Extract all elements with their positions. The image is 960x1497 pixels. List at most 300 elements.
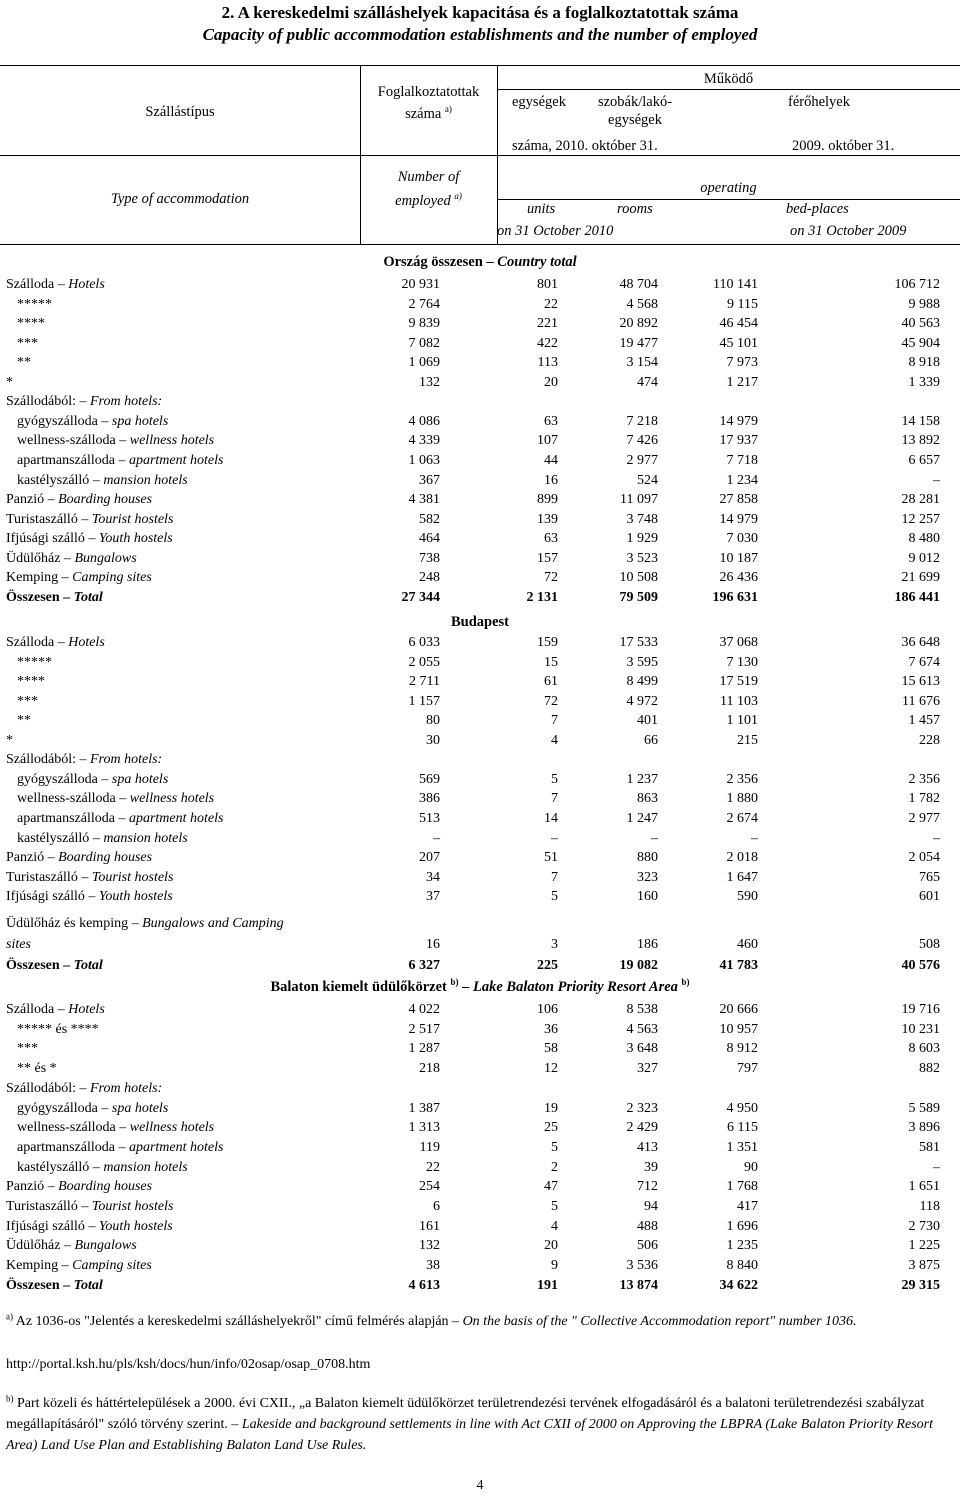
- cell-col-3: 48 704: [619, 277, 658, 292]
- cell-col-4: 1 234: [726, 472, 758, 488]
- cell-col-4: 34 622: [719, 1277, 758, 1293]
- table-row: [0, 1059, 960, 1078]
- table-row: [0, 789, 960, 808]
- row-label: [17, 412, 168, 431]
- cell-col-3: 2 429: [626, 1120, 658, 1136]
- header-type-en: Type of accommodation: [110, 191, 250, 207]
- row-label: [17, 1138, 223, 1157]
- row-label: [6, 490, 152, 509]
- row-label-en: Bungalows: [74, 550, 137, 566]
- cell-col-3: 3 748: [626, 511, 658, 527]
- row-label: [17, 295, 52, 314]
- cell-col-1: 1 157: [408, 693, 440, 709]
- cell-col-5: 3 875: [908, 1258, 940, 1274]
- row-label-en: Youth hostels: [98, 1218, 173, 1234]
- row-label-en: Tourist hostels: [91, 1199, 174, 1214]
- cell-col-1: 569: [419, 771, 440, 787]
- row-label-en: sites: [6, 937, 31, 952]
- cell-col-1: 27 344: [401, 589, 440, 605]
- row-label: [17, 809, 223, 828]
- row-label: [17, 334, 38, 353]
- cell-col-2: 899: [537, 492, 558, 508]
- row-label-hu: wellness-szálloda –: [17, 791, 127, 807]
- cell-col-3: 712: [637, 1179, 658, 1195]
- table-row: [0, 1256, 960, 1275]
- row-label-hu: Szállodából: –: [6, 394, 87, 410]
- cell-col-5: 8 918: [908, 355, 940, 371]
- table-row: [0, 809, 960, 828]
- cell-col-2: –: [551, 830, 558, 846]
- header-employed-en: Number of employed $^{a)}$: [395, 169, 462, 209]
- cell-col-5: 7 674: [908, 654, 940, 670]
- cell-col-3: 3 523: [626, 550, 658, 566]
- row-label-en: Boarding houses: [58, 1179, 153, 1195]
- table-row: [0, 412, 960, 431]
- cell-col-4: 6 115: [727, 1120, 758, 1136]
- row-label: [17, 1039, 38, 1058]
- table-row: [0, 692, 960, 711]
- table-row: [0, 353, 960, 372]
- table-row: [0, 770, 960, 789]
- cell-col-4: 7 718: [726, 452, 758, 468]
- cell-col-4: 460: [737, 937, 758, 952]
- cell-col-2: 14: [544, 810, 558, 826]
- header-date-2010-en: on 31 October 2010: [497, 223, 614, 239]
- cell-col-4: 10 957: [719, 1021, 758, 1037]
- row-label: [17, 471, 188, 490]
- cell-col-4: 1 647: [726, 869, 758, 885]
- cell-col-4: 1 351: [726, 1139, 758, 1155]
- table-row: [0, 653, 960, 672]
- row-label: [17, 1020, 99, 1039]
- cell-col-2: 225: [537, 958, 558, 973]
- row-label-en: Total: [73, 589, 103, 605]
- row-label: [6, 1079, 162, 1098]
- cell-col-5: 601: [919, 889, 940, 905]
- row-label-hu: ***** és ****: [17, 1021, 99, 1037]
- row-label-en: Tourist hostels: [91, 869, 174, 885]
- cell-col-3: 8 499: [626, 674, 658, 690]
- cell-col-3: 880: [637, 850, 658, 866]
- row-label-hu: ***: [17, 1041, 38, 1057]
- row-label: [6, 956, 103, 975]
- cell-col-2: 51: [544, 850, 558, 866]
- cell-col-2: 7: [551, 869, 558, 885]
- row-label-en: mansion hotels: [103, 1159, 188, 1175]
- header-rooms: rooms: [617, 201, 653, 217]
- row-label: [17, 711, 31, 730]
- row-label-hu: Panzió –: [6, 492, 55, 508]
- row-label-en: wellness hotels: [129, 433, 215, 449]
- row-label: [6, 731, 13, 750]
- cell-col-5: 508: [919, 937, 940, 952]
- header-operating: operating: [700, 180, 757, 196]
- row-label-hu: Szálloda –: [6, 1002, 65, 1017]
- cell-col-5: 9 012: [908, 550, 940, 566]
- cell-col-4: 2 356: [726, 771, 758, 787]
- cell-col-1: 37: [426, 889, 440, 905]
- row-label-hu: gyógyszálloda –: [17, 1100, 109, 1116]
- row-label: [6, 275, 105, 294]
- row-label: [17, 451, 223, 470]
- row-label: [6, 568, 152, 587]
- row-label-hu: Turistaszálló –: [6, 869, 89, 885]
- cell-col-5: 2 356: [908, 771, 940, 787]
- cell-col-2: 107: [537, 433, 558, 449]
- cell-col-4: 90: [744, 1159, 758, 1175]
- cell-col-2: 157: [537, 550, 558, 566]
- row-label-hu: ** és *: [17, 1061, 57, 1077]
- cell-col-2: 191: [537, 1277, 558, 1293]
- row-label: [17, 789, 214, 808]
- row-label-hu: *: [6, 374, 13, 390]
- page-title-hu: 2. A kereskedelmi szálláshelyek kapacitása és a foglalkoztatottak száma: [221, 3, 739, 22]
- cell-col-2: 221: [537, 316, 558, 332]
- row-label-hu: Turistaszálló –: [6, 1199, 89, 1214]
- cell-col-4: 797: [737, 1061, 758, 1077]
- cell-col-4: 196 631: [712, 589, 758, 605]
- cell-col-5: 45 904: [901, 335, 940, 351]
- row-label: [6, 935, 31, 954]
- row-label-en: apartment hotels: [128, 1139, 224, 1155]
- row-label-en: Camping sites: [72, 570, 152, 586]
- row-label: [17, 1158, 188, 1177]
- row-label-hu: ***: [17, 335, 38, 351]
- cell-col-5: 13 892: [901, 433, 940, 449]
- row-label-en: mansion hotels: [103, 830, 188, 846]
- cell-col-2: 15: [544, 654, 558, 670]
- cell-col-3: 94: [644, 1199, 658, 1214]
- row-label-en: Boarding houses: [58, 492, 153, 508]
- cell-col-5: 882: [919, 1061, 940, 1077]
- cell-col-1: 2 517: [408, 1021, 440, 1037]
- cell-col-5: 15 613: [901, 674, 940, 690]
- cell-col-3: 4 563: [626, 1021, 658, 1037]
- cell-col-3: 7 218: [626, 413, 658, 429]
- cell-col-2: 61: [544, 674, 558, 690]
- row-label: [17, 353, 31, 372]
- cell-col-2: 4: [551, 732, 558, 748]
- cell-col-3: 20 892: [619, 316, 658, 332]
- row-label-en: spa hotels: [111, 1100, 169, 1116]
- cell-col-2: 2 131: [526, 589, 558, 605]
- cell-col-2: 72: [544, 693, 558, 709]
- row-label-en: Total: [73, 1277, 103, 1293]
- row-label: [17, 1099, 168, 1118]
- cell-col-5: 11 676: [902, 693, 940, 709]
- page-number: 4: [476, 1478, 484, 1493]
- table-row: [0, 829, 960, 848]
- row-label-hu: Üdülőház –: [6, 1238, 71, 1254]
- cell-col-4: 590: [737, 889, 758, 905]
- cell-col-1: –: [433, 830, 440, 846]
- row-label: [6, 373, 13, 392]
- cell-col-3: 863: [637, 791, 658, 807]
- row-label-hu: *****: [17, 296, 52, 312]
- cell-col-3: 524: [637, 472, 658, 488]
- cell-col-5: 106 712: [894, 277, 940, 292]
- cell-col-5: 10 231: [901, 1021, 940, 1037]
- row-label: [6, 1197, 173, 1216]
- cell-col-2: 20: [544, 374, 558, 390]
- row-label-en: From hotels:: [90, 752, 163, 768]
- table-row: [0, 1236, 960, 1255]
- table-row: [0, 633, 960, 652]
- cell-col-3: 79 509: [619, 589, 658, 605]
- cell-col-5: 29 315: [901, 1277, 940, 1293]
- row-label: [17, 653, 52, 672]
- cell-col-3: 327: [637, 1061, 658, 1077]
- row-label-hu: Szálloda –: [6, 635, 65, 650]
- cell-col-1: 513: [419, 810, 440, 826]
- row-label: [17, 692, 38, 711]
- table-row: [0, 914, 960, 933]
- cell-col-3: 4 568: [626, 296, 658, 312]
- row-label: [6, 868, 173, 887]
- row-label-en: Camping sites: [72, 1258, 152, 1274]
- cell-col-5: 12 257: [901, 511, 940, 527]
- row-label-hu: apartmanszálloda –: [17, 452, 126, 468]
- cell-col-3: 1 929: [626, 531, 658, 547]
- cell-col-3: 3 595: [626, 654, 658, 670]
- section-country-total: Ország összesen – Country total: [383, 254, 577, 270]
- cell-col-3: 19 477: [619, 335, 658, 351]
- cell-col-4: 417: [737, 1199, 758, 1214]
- cell-col-2: 22: [544, 296, 558, 312]
- cell-col-3: 1 247: [626, 810, 658, 826]
- footnote-a: $^{a)}$ Az 1036-os "Jelentés a kereskedelmi szálláshelyekről" című felmérés alapján – On the basis of the " Collective Accommodation report" number 1036.: [6, 1311, 857, 1329]
- header-date-2009-hu: 2009. október 31.: [792, 138, 895, 154]
- cell-col-5: 28 281: [901, 492, 940, 508]
- cell-col-1: 738: [419, 550, 440, 566]
- row-label-hu: **: [17, 713, 31, 729]
- table-row: [0, 956, 960, 975]
- row-label-en: Total: [73, 958, 103, 973]
- cell-col-1: 132: [419, 1238, 440, 1254]
- row-label: [6, 887, 173, 906]
- row-label: [6, 914, 284, 933]
- cell-col-1: 386: [419, 791, 440, 807]
- row-label: [17, 314, 45, 333]
- table-row: [0, 731, 960, 750]
- cell-col-5: –: [933, 1159, 940, 1175]
- cell-col-5: 1 457: [908, 713, 940, 729]
- cell-col-1: 4 086: [408, 413, 440, 429]
- row-label-en: Bungalows and Camping: [142, 916, 284, 931]
- row-label-hu: apartmanszálloda –: [17, 810, 126, 826]
- cell-col-1: 464: [419, 531, 440, 547]
- header-ferohelyek: férőhelyek: [788, 94, 850, 110]
- row-label: [6, 510, 173, 529]
- cell-col-2: 2: [551, 1159, 558, 1175]
- cell-col-1: 367: [419, 472, 440, 488]
- cell-col-4: 1 880: [726, 791, 758, 807]
- cell-col-3: 488: [637, 1218, 658, 1234]
- table-row: [0, 1099, 960, 1118]
- cell-col-3: 506: [637, 1238, 658, 1254]
- table-row: [0, 750, 960, 769]
- cell-col-1: 2 055: [408, 654, 440, 670]
- cell-col-4: 37 068: [719, 635, 758, 650]
- cell-col-4: 14 979: [719, 511, 758, 527]
- cell-col-3: 3 648: [626, 1041, 658, 1057]
- row-label: [6, 750, 162, 769]
- cell-col-5: 228: [919, 732, 940, 748]
- row-label-hu: *****: [17, 654, 52, 670]
- cell-col-2: 19: [544, 1100, 558, 1116]
- row-label-hu: Üdülőház –: [6, 550, 71, 566]
- table-row: [0, 549, 960, 568]
- cell-col-2: 113: [537, 355, 558, 371]
- cell-col-4: 110 141: [713, 277, 758, 292]
- cell-col-5: –: [933, 830, 940, 846]
- row-label-hu: ****: [17, 674, 45, 690]
- cell-col-3: 1 237: [626, 771, 658, 787]
- header-bed-places: bed-places: [786, 201, 849, 217]
- cell-col-3: 10 508: [619, 570, 658, 586]
- row-label-hu: Kemping –: [6, 1258, 69, 1274]
- cell-col-1: 4 381: [408, 492, 440, 508]
- cell-col-3: 160: [637, 889, 658, 905]
- cell-col-5: 581: [919, 1139, 940, 1155]
- table-row: [0, 510, 960, 529]
- cell-col-4: 7 030: [726, 531, 758, 547]
- footnote-b: $^{b)}$ Part közeli és háttértelepülések a 2000. évi CXII., „a Balaton kiemelt üdülőkörzet területrendezési tervének elfogadásáról és a balatoni területrendezési szabályzat megállapításáról" szóló törvény szerint. – Lakeside and background settlements in line with Act CXII of 2000 on Approving the LBPRA (Lake Balaton Priority Resort Area) Land Use Plan and Establishing Balaton Land Use Rules.: [6, 1393, 933, 1453]
- cell-col-5: 2 730: [908, 1218, 940, 1234]
- cell-col-3: 401: [637, 713, 658, 729]
- page-title-en: Capacity of public accommodation establishments and the number of employed: [202, 25, 758, 44]
- cell-col-4: 46 454: [719, 316, 758, 332]
- cell-col-1: 16: [426, 937, 440, 952]
- cell-col-5: 21 699: [901, 570, 940, 586]
- cell-col-1: 34: [426, 869, 440, 885]
- cell-col-5: 1 225: [908, 1238, 940, 1254]
- cell-col-4: 2 674: [726, 810, 758, 826]
- row-label-en: Youth hostels: [98, 531, 173, 547]
- cell-col-2: 63: [544, 531, 558, 547]
- header-date-2010-hu: száma, 2010. október 31.: [512, 138, 658, 154]
- table-row: [0, 471, 960, 490]
- row-label-hu: Kemping –: [6, 570, 69, 586]
- row-label-hu: *: [6, 732, 13, 748]
- cell-col-5: 8 480: [908, 531, 940, 547]
- cell-col-4: 27 858: [719, 492, 758, 508]
- row-label-hu: Ifjúsági szálló –: [6, 889, 96, 905]
- row-label-hu: gyógyszálloda –: [17, 413, 109, 429]
- table-row: [0, 1020, 960, 1039]
- table-row: [0, 711, 960, 730]
- cell-col-4: –: [751, 830, 758, 846]
- table-row: [0, 1138, 960, 1157]
- row-label-en: spa hotels: [111, 771, 169, 787]
- row-label: [6, 549, 137, 568]
- row-label-hu: Üdülőház és kemping –: [6, 916, 139, 931]
- cell-col-4: 26 436: [719, 570, 758, 586]
- footnote-a-url: http://portal.ksh.hu/pls/ksh/docs/hun/info/02osap/osap_0708.htm: [6, 1357, 371, 1372]
- cell-col-1: 1 387: [408, 1100, 440, 1116]
- row-label-hu: ***: [17, 693, 38, 709]
- table-row: [0, 568, 960, 587]
- cell-col-4: 1 217: [726, 374, 758, 390]
- header-szobak: szobák/lakó- egységek: [597, 94, 673, 128]
- table-row: [0, 935, 960, 954]
- row-label-hu: Összesen –: [6, 958, 71, 973]
- row-label: [6, 1217, 173, 1236]
- cell-col-1: 4 022: [408, 1002, 440, 1017]
- cell-col-2: 9: [551, 1258, 558, 1274]
- row-label: [6, 392, 162, 411]
- header-date-2009-en: on 31 October 2009: [790, 223, 907, 239]
- cell-col-2: 7: [551, 791, 558, 807]
- cell-col-5: 1 339: [908, 374, 940, 390]
- cell-col-5: 6 657: [908, 452, 940, 468]
- cell-col-1: 248: [419, 570, 440, 586]
- cell-col-2: 12: [544, 1061, 558, 1077]
- cell-col-3: 3 536: [626, 1258, 658, 1274]
- row-label-en: From hotels:: [90, 394, 163, 410]
- cell-col-5: 2 054: [908, 850, 940, 866]
- row-label-en: Tourist hostels: [91, 511, 174, 527]
- row-label: [6, 529, 173, 548]
- row-label-hu: gyógyszálloda –: [17, 771, 109, 787]
- cell-col-5: 5 589: [908, 1100, 940, 1116]
- row-label-hu: wellness-szálloda –: [17, 1120, 127, 1136]
- cell-col-3: 3 154: [626, 355, 658, 371]
- table-row: [0, 848, 960, 867]
- table-row: [0, 1039, 960, 1058]
- row-label: [6, 1177, 152, 1196]
- table-row: [0, 588, 960, 607]
- row-label-en: From hotels:: [90, 1080, 163, 1096]
- cell-col-4: 8 840: [726, 1258, 758, 1274]
- cell-col-2: 139: [537, 511, 558, 527]
- row-label: [17, 1059, 57, 1078]
- cell-col-4: 8 912: [726, 1041, 758, 1057]
- row-label-hu: kastélyszálló –: [17, 472, 100, 488]
- cell-col-3: 11 097: [620, 492, 658, 508]
- cell-col-1: 6 327: [408, 958, 440, 973]
- cell-col-5: 14 158: [901, 413, 940, 429]
- cell-col-5: 2 977: [908, 810, 940, 826]
- cell-col-3: 8 538: [626, 1002, 658, 1017]
- row-label: [17, 672, 45, 691]
- cell-col-2: 801: [537, 277, 558, 292]
- cell-col-4: 17 519: [719, 674, 758, 690]
- cell-col-4: 1 101: [726, 713, 758, 729]
- table-row: [0, 1079, 960, 1098]
- cell-col-1: 2 711: [409, 674, 440, 690]
- cell-col-1: 4 339: [408, 433, 440, 449]
- cell-col-4: 14 979: [719, 413, 758, 429]
- header-units: units: [527, 201, 556, 217]
- cell-col-1: 582: [419, 511, 440, 527]
- table-row: [0, 314, 960, 333]
- cell-col-1: 30: [426, 732, 440, 748]
- table-row: [0, 275, 960, 294]
- cell-col-1: 80: [426, 713, 440, 729]
- cell-col-2: 16: [544, 472, 558, 488]
- row-label-hu: Szálloda –: [6, 277, 65, 292]
- cell-col-4: 45 101: [719, 335, 758, 351]
- cell-col-3: 19 082: [619, 958, 658, 973]
- row-label-hu: Ifjúsági szálló –: [6, 531, 96, 547]
- cell-col-1: 119: [419, 1139, 440, 1155]
- cell-col-4: 4 950: [726, 1100, 758, 1116]
- cell-col-2: 3: [551, 937, 558, 952]
- row-label-en: apartment hotels: [128, 810, 224, 826]
- cell-col-5: 36 648: [901, 635, 940, 650]
- header-egysegek: egységek: [512, 94, 566, 110]
